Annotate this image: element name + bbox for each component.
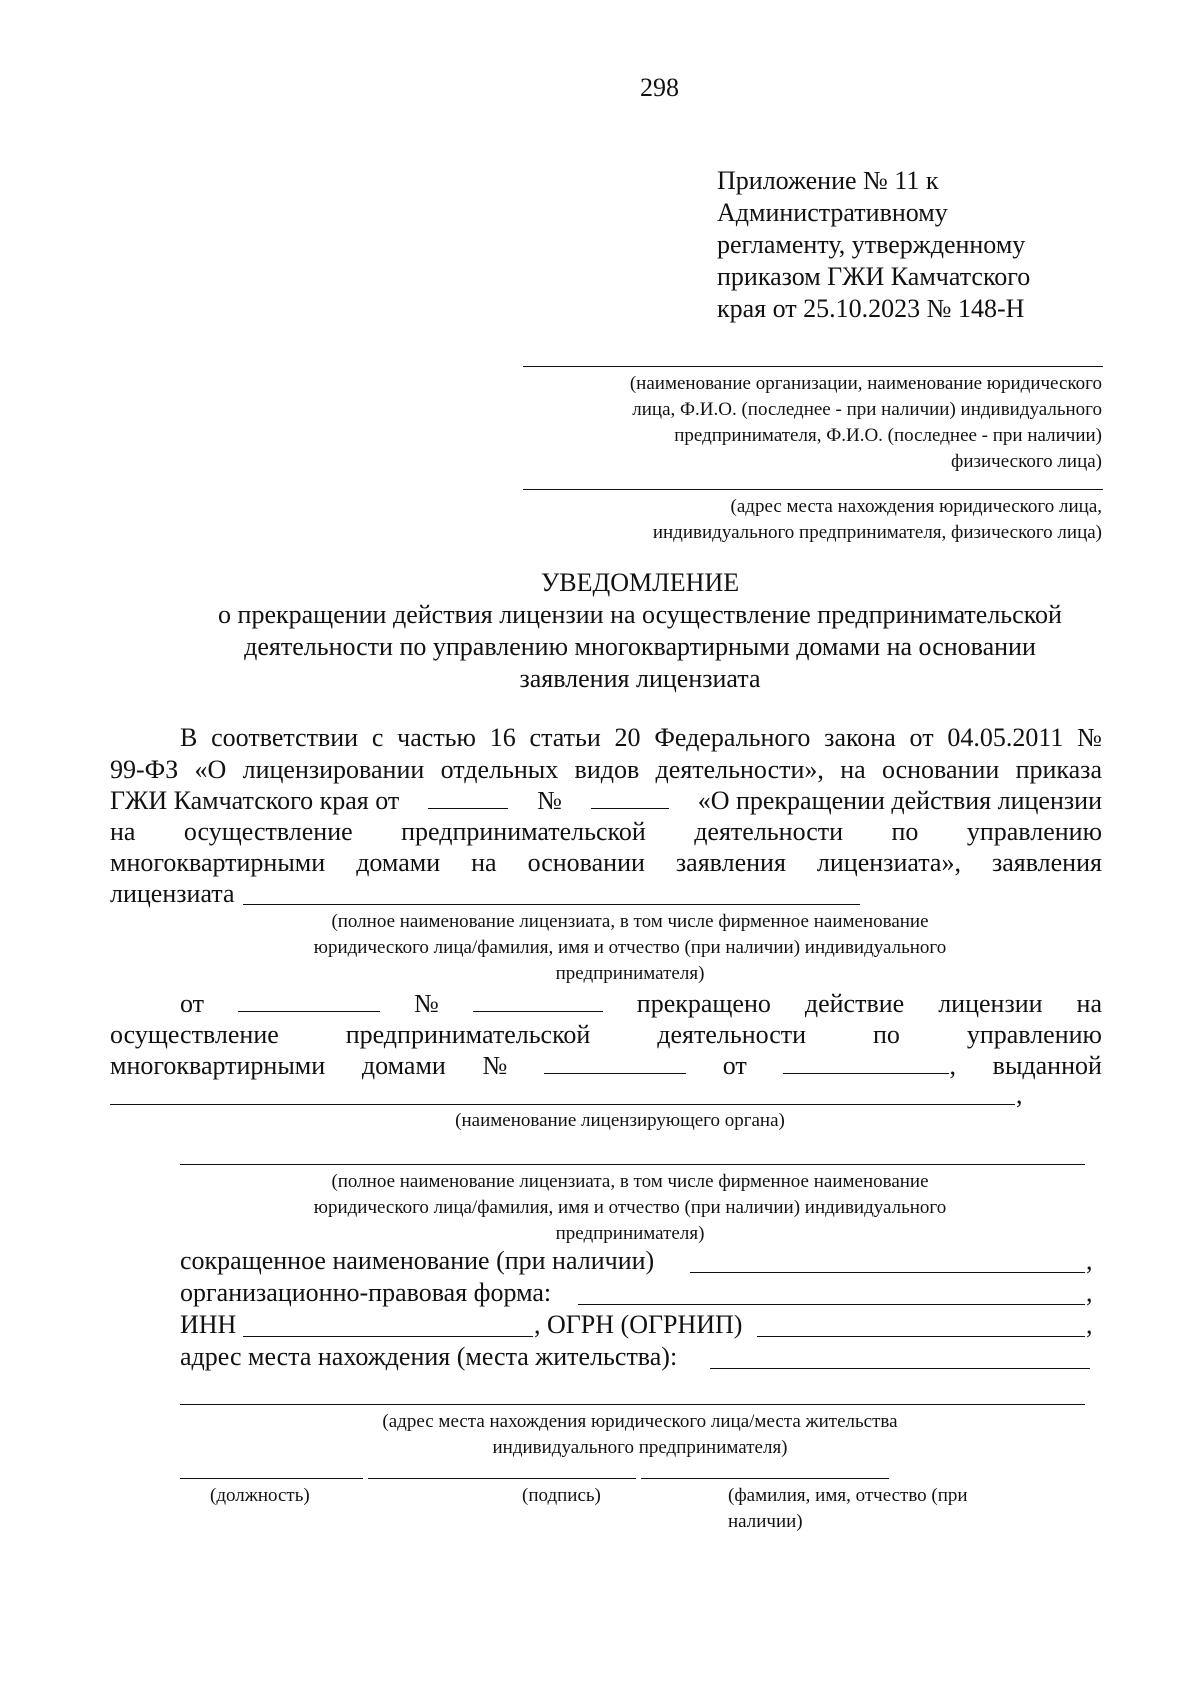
legal-form-line[interactable] xyxy=(578,1304,1085,1305)
word: лицензиата», xyxy=(816,848,961,877)
comma: , xyxy=(1086,1246,1093,1275)
short-name-label: сокращенное наименование (при наличии) xyxy=(180,1246,655,1275)
word: домами xyxy=(361,1051,446,1080)
inn-line[interactable] xyxy=(243,1336,533,1337)
appendix-line-3: регламенту, утвержденному xyxy=(717,230,1026,259)
appendix-line-4: приказом ГЖИ Камчатского xyxy=(717,262,1031,291)
p1-line-5 xyxy=(110,848,1102,878)
word: по xyxy=(872,1020,900,1049)
ogrn-line[interactable] xyxy=(757,1336,1085,1337)
word: действие xyxy=(804,989,905,1018)
word: выданной xyxy=(992,1051,1102,1080)
comma: , xyxy=(1016,1080,1023,1109)
p1-line-3-a: ГЖИ Камчатского края от xyxy=(110,786,400,815)
word: предпринимательской xyxy=(345,1020,591,1049)
subtitle-line-1: о прекращении действия лицензии на осуществление предпринимательской xyxy=(218,600,1062,629)
p1-line-1-text: В соответствии с частью 16 статьи 20 Федерального закона от 04.05.2011 № xyxy=(180,723,1102,752)
comma: , xyxy=(1086,1278,1093,1307)
word: прекращено xyxy=(636,989,771,1018)
licensee-caption-2: юридического лица/фамилия, имя и отчество (при наличии) индивидуального xyxy=(313,937,947,958)
order-number-blank[interactable] xyxy=(591,786,669,809)
org-caption-3: предпринимателя, Ф.И.О. (последнее - при наличии) xyxy=(674,425,1102,446)
appendix-line-5: края от 25.10.2023 № 148-Н xyxy=(717,294,1025,323)
signature-line[interactable] xyxy=(368,1478,636,1479)
licensee-caption-3: предпринимателя) xyxy=(555,963,705,984)
word: заявления xyxy=(675,848,786,877)
licensee-caption2-1: (полное наименование лицензиата, в том числе фирменное наименование xyxy=(331,1171,929,1192)
appendix-line-2: Административному xyxy=(717,198,948,227)
licensee-caption2-3: предпринимателя) xyxy=(555,1223,705,1244)
document-title: УВЕДОМЛЕНИЕ xyxy=(540,568,740,597)
p2-no-2: № xyxy=(482,1051,508,1080)
p2-from: от xyxy=(180,989,205,1018)
word: управлению xyxy=(966,817,1102,846)
p1-line-4 xyxy=(110,817,1102,847)
word: по xyxy=(891,817,919,846)
license-date-blank[interactable] xyxy=(783,1051,949,1074)
word: многоквартирными xyxy=(110,1051,326,1080)
word: осуществление xyxy=(110,1020,279,1049)
p2-line-3 xyxy=(110,1051,1102,1081)
word: заявления xyxy=(991,848,1102,877)
word: предпринимательской xyxy=(401,817,646,846)
word: лицензии xyxy=(938,989,1043,1018)
address-line-2[interactable] xyxy=(180,1404,1085,1405)
address-value-line[interactable] xyxy=(710,1368,1090,1369)
authority-name-line[interactable] xyxy=(110,1104,1015,1105)
p1-line-6: лицензиата xyxy=(110,879,235,908)
position-caption: (должность) xyxy=(210,1485,310,1506)
word: на xyxy=(1076,989,1102,1018)
full-name-line[interactable] xyxy=(641,1478,889,1479)
p2-line-2 xyxy=(110,1020,1102,1050)
address-caption2-1: (адрес места нахождения юридического лица/места жительства xyxy=(382,1411,898,1432)
org-caption-2: лица, Ф.И.О. (последнее - при наличии) индивидуального xyxy=(632,399,1102,420)
org-name-line xyxy=(523,366,1103,367)
legal-form-label: организационно-правовая форма: xyxy=(180,1278,552,1307)
ogrn-label: , ОГРН (ОГРНИП) xyxy=(534,1310,743,1339)
signature-caption: (подпись) xyxy=(522,1485,601,1506)
p1-line-3 xyxy=(110,786,1102,816)
authority-caption: (наименование лицензирующего органа) xyxy=(455,1110,785,1131)
address-label: адрес места нахождения (места жительства): xyxy=(180,1342,678,1371)
address-line xyxy=(523,489,1103,490)
word: управлению xyxy=(966,1020,1102,1049)
subtitle-line-3: заявления лицензиата xyxy=(519,664,761,693)
word: домами xyxy=(356,848,441,877)
address-caption-2: индивидуального предпринимателя, физического лица) xyxy=(652,522,1102,543)
word: на xyxy=(110,817,136,846)
full-name-caption-1: (фамилия, имя, отчество (при xyxy=(728,1485,968,1506)
address-caption-1: (адрес места нахождения юридического лица, xyxy=(730,496,1102,517)
word: многоквартирными xyxy=(110,848,326,877)
word: основании xyxy=(527,848,645,877)
licensee-caption2-2: юридического лица/фамилия, имя и отчество (при наличии) индивидуального xyxy=(313,1197,947,1218)
comma: , xyxy=(949,1051,956,1080)
p1-line-3-b: № xyxy=(537,786,562,815)
application-number-blank[interactable] xyxy=(473,989,603,1012)
p1-line-2-text: 99-ФЗ «О лицензировании отдельных видов деятельности», на основании приказа xyxy=(110,755,1102,784)
subtitle-line-2: деятельности по управлению многоквартирными домами на основании xyxy=(244,632,1036,661)
word: на xyxy=(471,848,497,877)
word: деятельности xyxy=(694,817,844,846)
position-line[interactable] xyxy=(180,1478,363,1479)
p1-line-1 xyxy=(180,723,1102,753)
p1-line-3-c: «О прекращении действия лицензии xyxy=(697,786,1102,815)
word: деятельности xyxy=(657,1020,807,1049)
short-name-line[interactable] xyxy=(690,1272,1085,1273)
org-caption-4: физического лица) xyxy=(951,451,1102,472)
application-date-blank[interactable] xyxy=(238,989,380,1012)
p2-line-1 xyxy=(180,989,1102,1019)
word: осуществление xyxy=(183,817,353,846)
order-date-blank[interactable] xyxy=(428,786,508,809)
license-number-blank[interactable] xyxy=(544,1051,686,1074)
p2-from-2: от xyxy=(722,1051,747,1080)
comma: , xyxy=(1086,1310,1093,1339)
address-caption2-2: индивидуального предпринимателя) xyxy=(492,1437,788,1458)
p2-no: № xyxy=(414,989,439,1018)
licensee-name-line-2[interactable] xyxy=(180,1164,1085,1165)
full-name-caption-2: наличии) xyxy=(728,1511,803,1532)
inn-label: ИНН xyxy=(180,1310,237,1339)
p1-line-2 xyxy=(110,755,1102,785)
licensee-name-line[interactable] xyxy=(243,904,860,905)
licensee-caption-1: (полное наименование лицензиата, в том числе фирменное наименование xyxy=(331,911,929,932)
appendix-line-1: Приложение № 11 к xyxy=(717,166,939,195)
license-date-group xyxy=(783,1051,956,1081)
org-caption-1: (наименование организации, наименование юридического xyxy=(629,373,1102,394)
page-number: 298 xyxy=(640,73,679,102)
